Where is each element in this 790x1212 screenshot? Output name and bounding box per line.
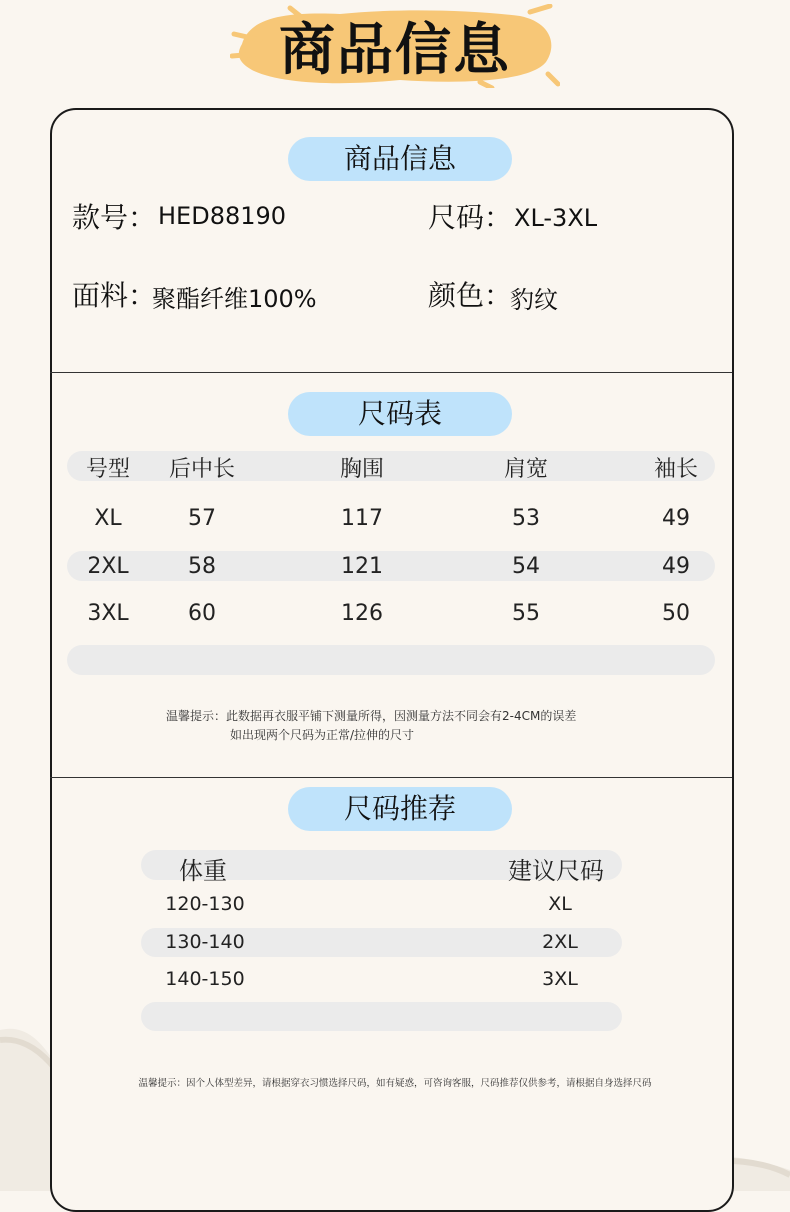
size-chart-cell: 58 xyxy=(188,554,216,579)
fabric-label: 面料： xyxy=(72,279,157,312)
style-number-label: 款号： xyxy=(72,201,157,234)
size-chart-cell: 49 xyxy=(662,506,690,531)
color-value: 豹纹 xyxy=(510,286,558,314)
style-number-value: HED88190 xyxy=(158,202,287,230)
size-chart-cell: 49 xyxy=(662,554,690,579)
recommend-cell: XL xyxy=(548,893,572,915)
col-header-chest: 胸围 xyxy=(339,457,384,482)
section-divider xyxy=(50,372,732,373)
recommend-note: 温馨提示：因个人体型差异，请根据穿衣习惯选择尺码，如有疑惑，可咨询客服，尺码推荐仅供参考，请根据自身选择尺码 xyxy=(138,1078,652,1089)
section-divider xyxy=(50,777,732,778)
recommend-cell: 140-150 xyxy=(165,968,245,990)
color-label: 颜色： xyxy=(428,279,513,312)
size-chart-pill: 尺码表 xyxy=(288,392,512,436)
col-header-shoulder: 肩宽 xyxy=(503,457,548,482)
col-header-weight: 体重 xyxy=(179,857,227,885)
size-chart-cell: 3XL xyxy=(87,601,129,626)
col-header-sleeve: 袖长 xyxy=(653,457,698,482)
size-chart-cell: 2XL xyxy=(87,554,129,579)
size-chart-cell: 50 xyxy=(662,601,690,626)
size-chart-cell: XL xyxy=(94,506,122,531)
size-chart-cell: 117 xyxy=(341,506,383,531)
size-chart-empty-row xyxy=(67,645,715,675)
size-range-value: XL-3XL xyxy=(514,204,598,232)
size-recommend-pill: 尺码推荐 xyxy=(288,787,512,831)
recommend-cell: 2XL xyxy=(542,931,578,953)
recommend-cell: 3XL xyxy=(542,968,578,990)
size-chart-cell: 54 xyxy=(512,554,540,579)
fabric-value: 聚酯纤维100% xyxy=(152,285,317,313)
col-header-size: 号型 xyxy=(85,457,130,482)
size-range-label: 尺码： xyxy=(428,201,513,234)
page-header xyxy=(0,0,790,92)
recommend-empty-row xyxy=(141,1002,622,1031)
size-chart-cell: 60 xyxy=(188,601,216,626)
size-chart-note-line2: 如出现两个尺码为正常/拉伸的尺寸 xyxy=(230,728,415,742)
info-section-pill: 商品信息 xyxy=(288,137,512,181)
size-chart-note-line1: 温馨提示：此数据再衣服平铺下测量所得，因测量方法不同会有2-4CM的误差 xyxy=(166,709,577,723)
recommend-cell: 130-140 xyxy=(165,931,245,953)
page-title: 商品信息 xyxy=(279,18,511,83)
col-header-suggested-size: 建议尺码 xyxy=(508,857,604,885)
size-chart-cell: 57 xyxy=(188,506,216,531)
size-chart-cell: 55 xyxy=(512,601,540,626)
size-chart-cell: 53 xyxy=(512,506,540,531)
size-chart-cell: 126 xyxy=(341,601,383,626)
size-chart-cell: 121 xyxy=(341,554,383,579)
recommend-cell: 120-130 xyxy=(165,893,245,915)
col-header-back-length: 后中长 xyxy=(168,457,235,482)
